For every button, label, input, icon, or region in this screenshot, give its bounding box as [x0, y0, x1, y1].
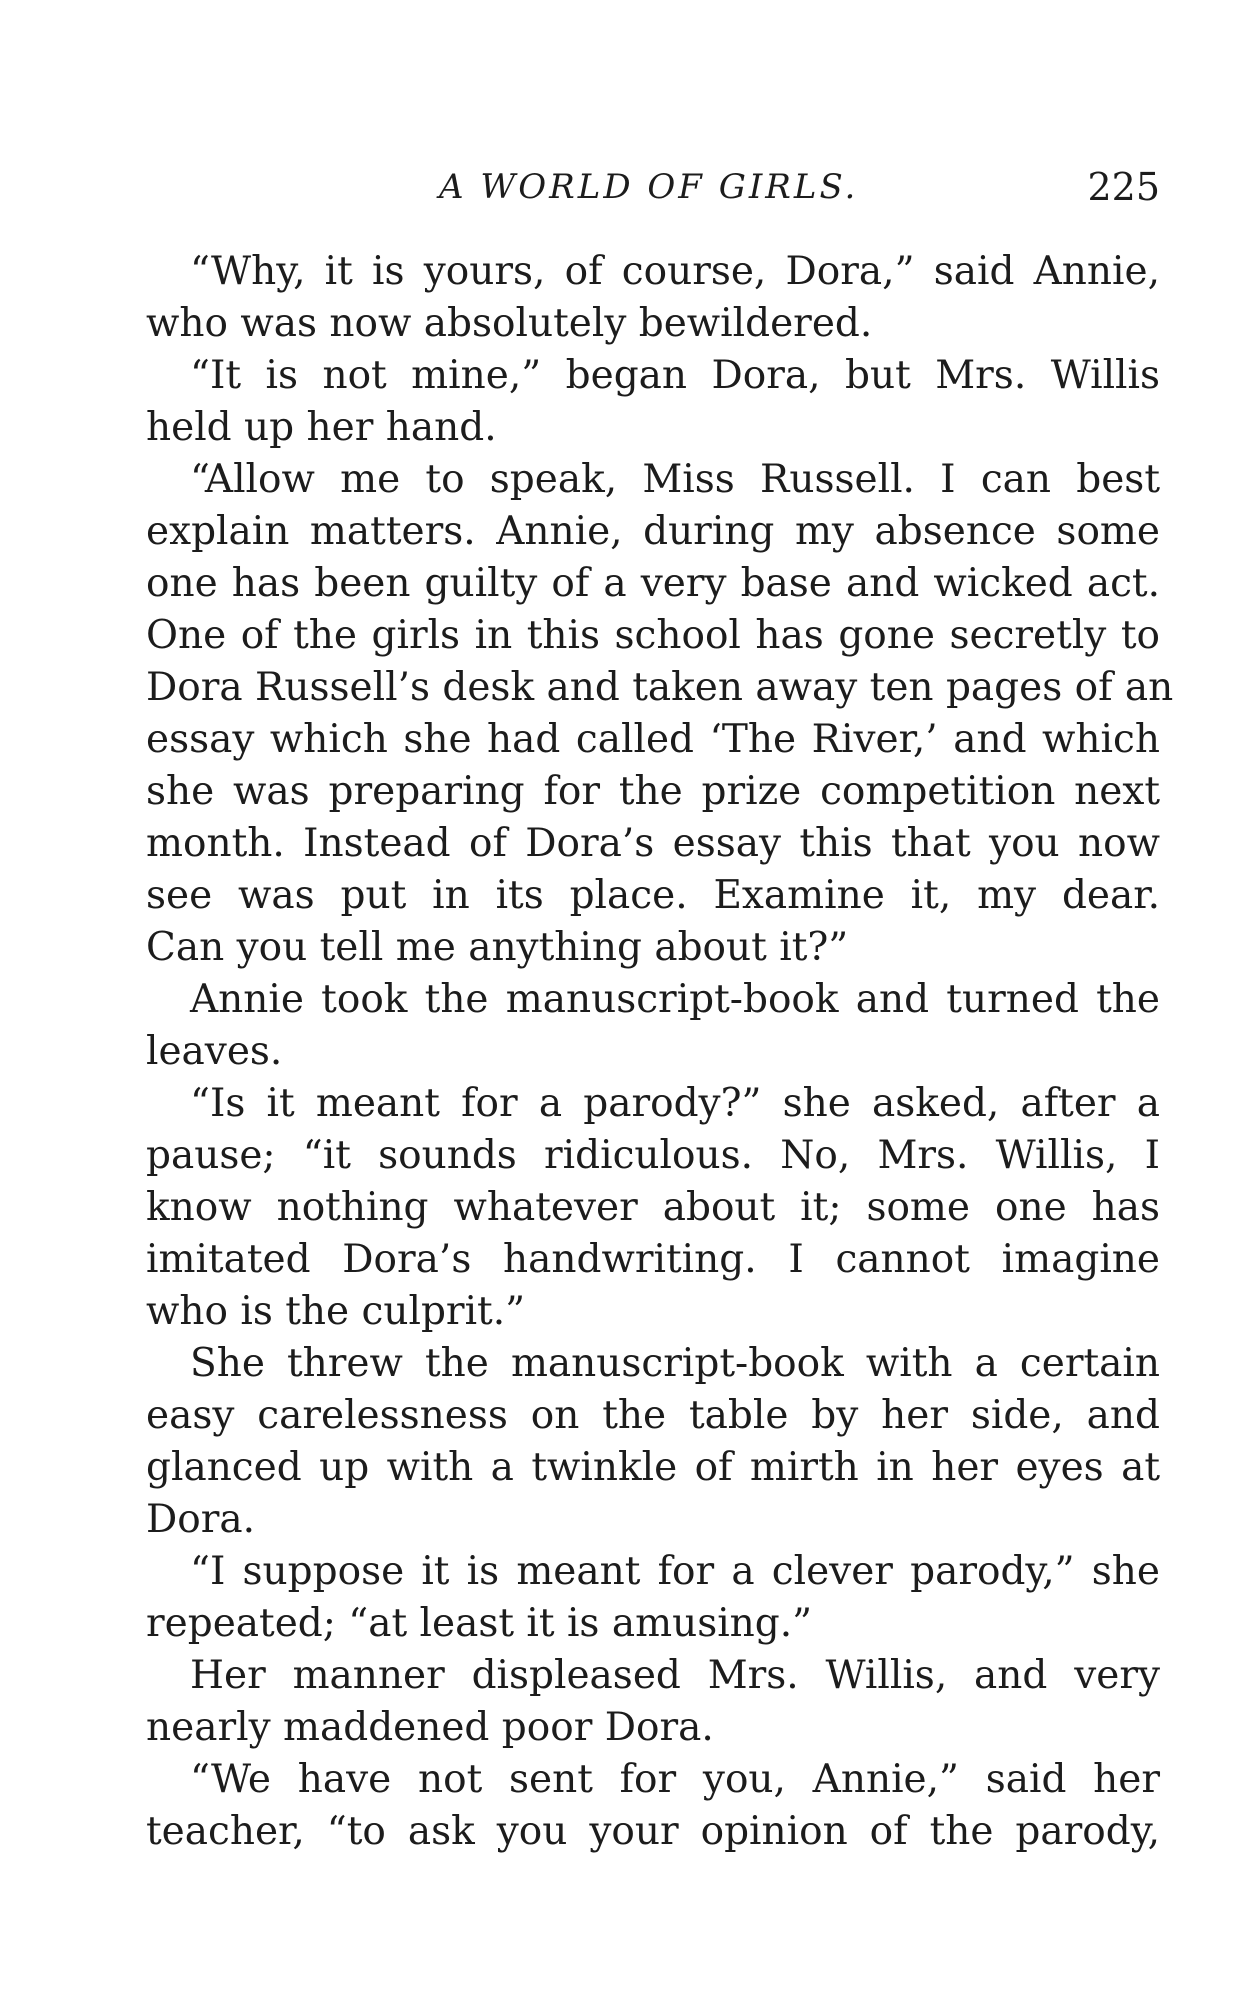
- text-line: “I suppose it is meant for a clever parody,” she: [190, 1549, 1160, 1594]
- text-line: Dora Russell’s desk and taken away ten pages of an: [146, 665, 1174, 710]
- text-line: held up her hand.: [146, 405, 497, 450]
- page-header: [146, 162, 1160, 212]
- text-line: teacher, “to ask you your opinion of the parody,: [146, 1809, 1160, 1854]
- text-line: essay which she had called ‘The River,’ and which: [146, 717, 1160, 762]
- running-title: A WORLD OF GIRLS.: [439, 167, 859, 207]
- text-line: Her manner displeased Mrs. Willis, and very: [190, 1653, 1160, 1698]
- text-line: pause; “it sounds ridiculous. No, Mrs. Willis, I: [146, 1133, 1160, 1178]
- text-line: repeated; “at least it is amusing.”: [146, 1601, 813, 1646]
- text-line: nearly maddened poor Dora.: [146, 1705, 714, 1750]
- text-line: glanced up with a twinkle of mirth in her eyes at: [146, 1445, 1160, 1490]
- text-line: leaves.: [146, 1029, 283, 1074]
- text-line: know nothing whatever about it; some one has: [146, 1185, 1160, 1230]
- text-line: easy carelessness on the table by her side, and: [146, 1393, 1160, 1438]
- text-line: “Is it meant for a parody?” she asked, after a: [190, 1081, 1160, 1126]
- text-line: One of the girls in this school has gone secretly to: [146, 613, 1160, 658]
- text-line: She threw the manuscript-book with a certain: [190, 1341, 1160, 1386]
- text-line: month. Instead of Dora’s essay this that you now: [146, 821, 1160, 866]
- body-text: [146, 246, 1174, 1858]
- text-line: who is the culprit.”: [146, 1289, 526, 1334]
- text-line: “Why, it is yours, of course, Dora,” said Annie,: [190, 249, 1160, 294]
- text-line: Annie took the manuscript-book and turned the: [190, 977, 1160, 1022]
- text-line: “Allow me to speak, Miss Russell. I can best: [190, 457, 1160, 502]
- text-line: one has been guilty of a very base and wicked act.: [146, 561, 1160, 606]
- text-line: explain matters. Annie, during my absence some: [146, 509, 1160, 554]
- text-line: “We have not sent for you, Annie,” said her: [190, 1757, 1160, 1802]
- text-line: Dora.: [146, 1497, 256, 1542]
- text-line: see was put in its place. Examine it, my dear.: [146, 873, 1160, 918]
- text-line: “It is not mine,” began Dora, but Mrs. Willis: [190, 353, 1160, 398]
- text-line: imitated Dora’s handwriting. I cannot imagine: [146, 1237, 1160, 1282]
- page-number: 225: [1087, 165, 1160, 209]
- text-line: Can you tell me anything about it?”: [146, 925, 849, 970]
- text-line: who was now absolutely bewildered.: [146, 301, 873, 346]
- text-line: she was preparing for the prize competition next: [146, 769, 1160, 814]
